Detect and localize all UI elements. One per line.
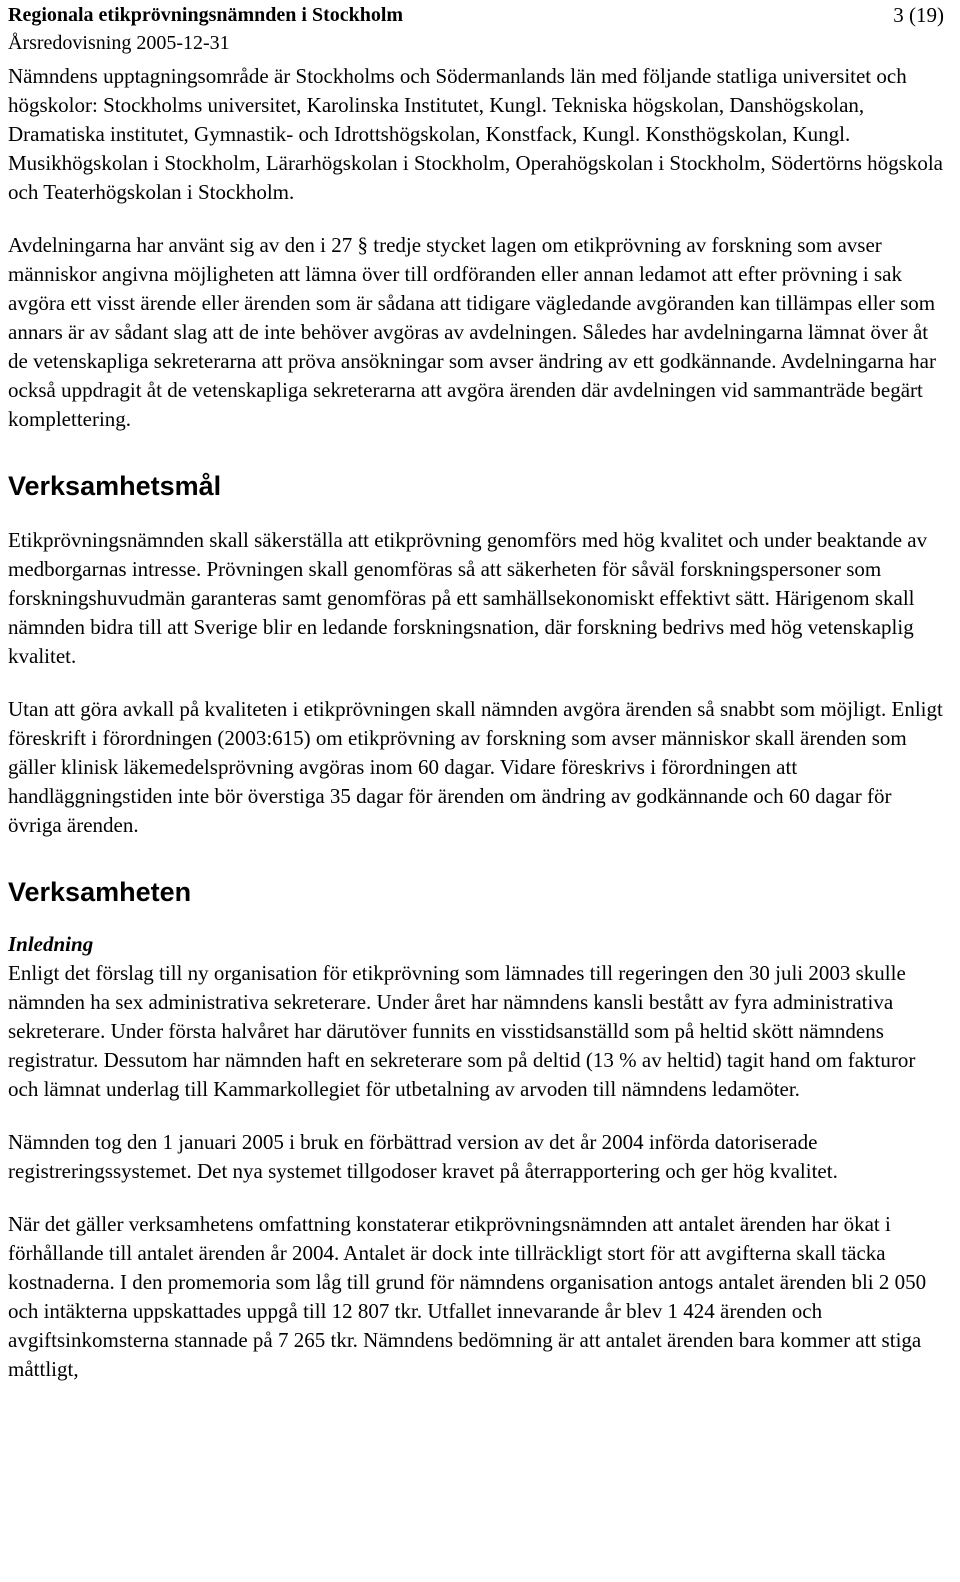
subheading-intro: Inledning [8, 932, 94, 956]
page-header [8, 0, 948, 62]
goals-paragraph-2: Utan att göra avkall på kvaliteten i etikprövningen skall nämnden avgöra ärenden så snabbt som möjligt. Enligt föreskrift i förordningen (2003:615) om etikprövning av forskning som avser människor skall ärenden som gäller klinisk läkemedelsprövning avgöras inom 60 dagar. Vidare föreskrivs i förordningen att handläggningstiden inte bör överstiga 35 dagar för ärenden om ändring av godkännande och 60 dagar för övriga ärenden. [8, 697, 943, 837]
goals-paragraph-1: Etikprövningsnämnden skall säkerställa att etikprövning genomförs med hög kvalitet och under beaktande av medborgarnas intresse. Prövningen skall genomföras så att säkerheten för såväl forskningspersoner som forskningshuvudmän garanteras samt genomföras på ett samhällsekonomiskt effektivt sätt. Härigenom skall nämnden bidra till att Sverige blir en ledande forskningsnation, där forskning bedrivs med hög vetenskaplig kvalitet. [8, 528, 928, 668]
divisions-paragraph: Avdelningarna har använt sig av den i 27 § tredje stycket lagen om etikprövning av forskning som avser människor angivna möjligheten att lämna över till ordföranden eller annan ledamot att efter prövning i sak avgöra ett visst ärende eller ärenden som är sådana att tidigare vägledande avgöranden kan tillämpas eller som annars är av sådant slag att de inte behöver avgöras av avdelningen. Således har avdelningarna lämnat över åt de vetenskapliga sekreterarna att pröva ansökningar som avser ändring av ett godkännande. Avdelningarna har också uppdragit åt de vetenskapliga sekreterarna att avgöra ärenden där avdelningen vid sammanträde begärt komplettering. [8, 233, 936, 431]
heading-operations: Verksamheten [8, 877, 192, 907]
operations-paragraph-2: Nämnden tog den 1 januari 2005 i bruk en förbättrad version av det år 2004 införda datoriserade registreringssystemet. Det nya systemet tillgodoser kravet på återrapportering och ger hög kvalitet. [8, 1130, 838, 1183]
operations-paragraph-3: När det gäller verksamhetens omfattning konstaterar etikprövningsnämnden att antalet ärenden har ökat i förhållande till antalet ärenden år 2004. Antalet är dock inte tillräckligt stort för att avgifterna skall täcka kostnaderna. I den promemoria som låg till grund för nämndens organisation antogs antalet ärenden bli 2 050 och intäkterna uppskattades uppgå till 12 807 tkr. Utfallet innevarande år blev 1 424 ärenden och avgiftsinkomsterna stannade på 7 265 tkr. Nämndens bedömning är att antalet ärenden bara kommer att stiga måttligt, [8, 1212, 927, 1381]
operations-paragraph-1: Enligt det förslag till ny organisation för etikprövning som lämnades till regeringen den 30 juli 2003 skulle nämnden ha sex administrativa sekreterare. Under året har nämndens kansli bestått av fyra administrativa sekreterare. Under första halvåret har därutöver funnits en visstidsanställd som på heltid skött nämndens registratur. Dessutom har nämnden haft en sekreterare som på deltid (13 % av heltid) tagit hand om fakturor och lämnat underlag till Kammarkollegiet för utbetalning av arvoden till nämndens ledamöter. [8, 961, 916, 1101]
report-date: Årsredovisning 2005-12-31 [8, 32, 230, 54]
organization-title: Regionala etikprövningsnämnden i Stockholm [8, 4, 404, 26]
page-number: 3 (19) [893, 3, 944, 27]
heading-goals: Verksamhetsmål [8, 471, 222, 501]
intro-paragraph: Nämndens upptagningsområde är Stockholms och Södermanlands län med följande statliga universitet och högskolor: Stockholms universitet, Karolinska Institutet, Kungl. Tekniska högskolan, Danshögskolan, Dramatiska institutet, Gymnastik- och Idrottshögskolan, Konstfack, Kungl. Konsthögskolan, Kungl. Musikhögskolan i Stockholm, Lärarhögskolan i Stockholm, Operahögskolan i Stockholm, Södertörns högskola och Teaterhögskolan i Stockholm. [8, 64, 944, 204]
